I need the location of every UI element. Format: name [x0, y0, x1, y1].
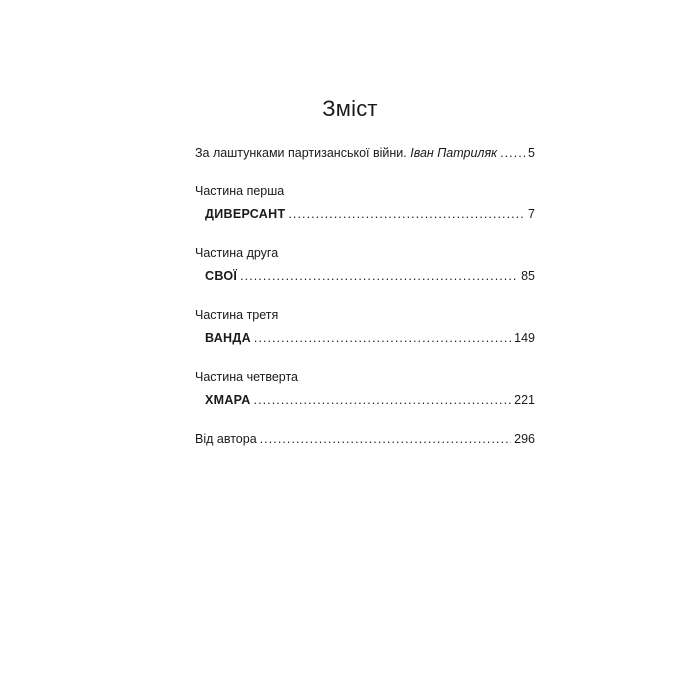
- dot-leader: [260, 431, 512, 447]
- part-heading-1: Частина перша: [195, 184, 285, 198]
- toc-entry-part-2[interactable]: [195, 268, 535, 284]
- page-number: 221: [514, 393, 535, 407]
- part-title: СВОЇ: [205, 269, 238, 283]
- dot-leader: [254, 330, 511, 346]
- intro-author: Іван Патриляк: [410, 146, 498, 160]
- part-title: ВАНДА: [205, 331, 251, 345]
- part-heading-3: Частина третя: [195, 308, 279, 322]
- toc-entry-afterword[interactable]: [195, 431, 535, 447]
- intro-title: За лаштунками партизанської війни.: [195, 146, 407, 160]
- page-number: 7: [528, 207, 535, 221]
- afterword-title: Від автора: [195, 432, 257, 446]
- part-title: ХМАРА: [205, 393, 251, 407]
- page-number: 296: [514, 432, 535, 446]
- page-number: 85: [521, 269, 535, 283]
- page-title: Зміст: [322, 96, 378, 121]
- toc-entry-part-4[interactable]: [195, 392, 535, 408]
- page-number: 5: [528, 146, 535, 160]
- dot-leader: [500, 145, 525, 161]
- dot-leader: [254, 392, 512, 408]
- toc-entry-intro[interactable]: [195, 145, 535, 161]
- part-heading-2: Частина друга: [195, 246, 279, 260]
- dot-leader: [288, 206, 525, 222]
- dot-leader: [240, 268, 518, 284]
- table-of-contents: [195, 145, 535, 447]
- toc-entry-part-3[interactable]: [195, 330, 535, 346]
- toc-entry-part-1[interactable]: [195, 206, 535, 222]
- part-heading-4: Частина четверта: [195, 370, 299, 384]
- toc-entry-label: [195, 145, 497, 161]
- part-title: ДИВЕРСАНТ: [205, 207, 286, 221]
- page-number: 149: [514, 331, 535, 345]
